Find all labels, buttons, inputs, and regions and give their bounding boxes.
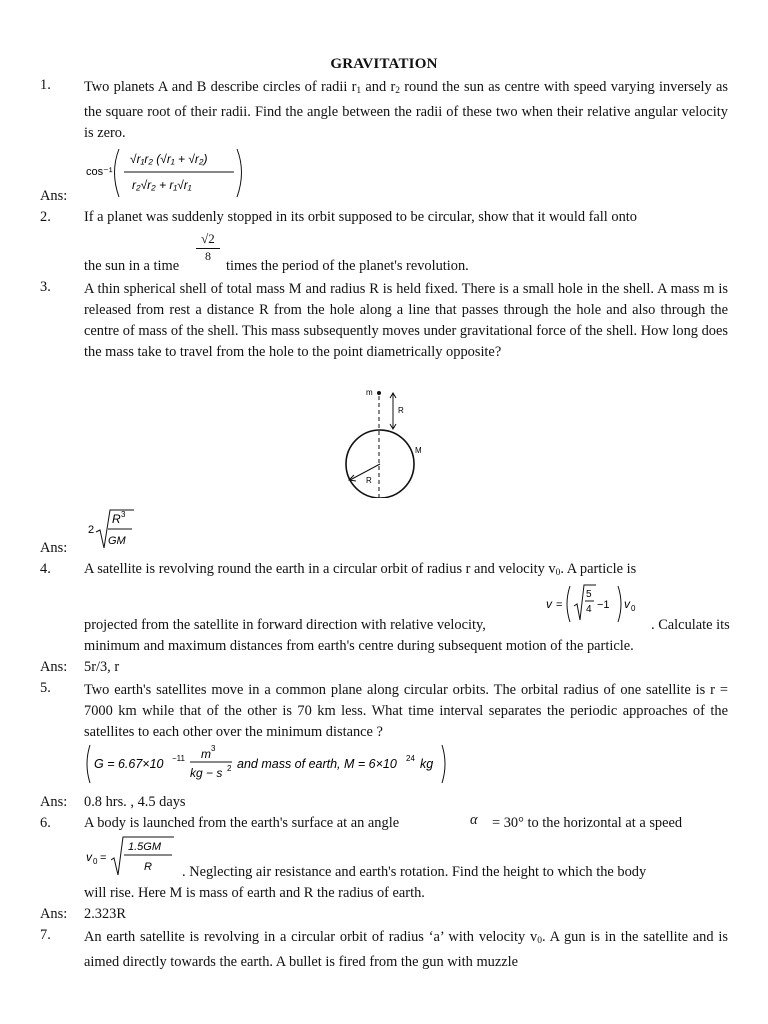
svg-text:R: R xyxy=(144,861,152,873)
q3-answer-formula xyxy=(86,508,166,552)
q7-number: 7. xyxy=(40,927,51,943)
diagram-label-R-in: R xyxy=(366,476,372,485)
q2-fraction xyxy=(196,231,220,264)
svg-text:G = 6.67×10: G = 6.67×10 xyxy=(94,757,164,771)
svg-text:3: 3 xyxy=(121,510,126,519)
svg-text:4: 4 xyxy=(586,604,592,615)
q5-constants-formula xyxy=(84,741,464,787)
svg-text:R: R xyxy=(112,512,121,526)
q2-frac-num: √2 xyxy=(196,231,220,249)
point-mass-dot xyxy=(377,391,381,395)
svg-text:GM: GM xyxy=(108,535,126,547)
q4-line3: minimum and maximum distances from earth's centre during subsequent motion of the particle. xyxy=(84,638,634,654)
q2-frac-den: 8 xyxy=(205,249,211,263)
q6-ans-label: Ans: xyxy=(40,906,68,922)
page-title: GRAVITATION xyxy=(330,56,438,72)
q5-ans-label: Ans: xyxy=(40,794,68,810)
q4-answer: 5r/3, r xyxy=(84,659,120,675)
q4-velocity-formula xyxy=(544,582,654,626)
svg-text:v: v xyxy=(86,850,92,864)
q5-answer: 0.8 hrs. , 4.5 days xyxy=(84,794,186,810)
q3-text: A thin spherical shell of total mass M and radius R is held fixed. There is a small hole in the shell. A mass m is released from rest a distance R from the hole along a line that passes through the hole and also through the centre of mass of the shell. This mass subsequently moves under gravitational force of the shell. How long does the mass take to travel from the hole to the point diametrically opposite? xyxy=(84,281,728,360)
q4-line1: A satellite is revolving round the earth in a circular orbit of radius r and velocity $v_0$. A particle is xyxy=(84,561,637,578)
svg-text:−11: −11 xyxy=(172,754,185,763)
svg-text:−1: −1 xyxy=(597,599,610,611)
q1-formula-graphic xyxy=(86,143,246,201)
svg-text:=: = xyxy=(100,852,107,864)
q6-formula-graphic xyxy=(84,834,184,878)
svg-text:3: 3 xyxy=(211,744,216,753)
q1-answer-formula xyxy=(86,143,246,199)
svg-text:and mass of earth, M = 6×10: and mass of earth, M = 6×10 xyxy=(237,757,397,771)
q1-formula-prefix: cos⁻¹ xyxy=(86,166,113,178)
q4-line2-b: . Calculate its xyxy=(651,617,730,633)
q2-line2-b: times the period of the planet's revolution. xyxy=(226,258,469,274)
q3-formula-graphic xyxy=(86,508,166,552)
svg-text:5: 5 xyxy=(586,589,592,600)
q1-text: Two planets A and B describe circles of radii $r_1$ and $r_2$ round the sun as centre with speed varying inversely as the square root of their radii. Find the angle between the radii of these two when their relative angular velocity is zero. xyxy=(84,79,728,141)
diagram-label-M: M xyxy=(415,446,422,455)
q5-formula-graphic xyxy=(84,741,464,787)
q6-answer: 2.323R xyxy=(84,906,126,922)
q4-number: 4. xyxy=(40,561,51,577)
q3-ans-label: Ans: xyxy=(40,540,68,556)
q1-ans-label: Ans: xyxy=(40,188,68,204)
svg-text:m: m xyxy=(201,747,211,761)
q7-text: An earth satellite is revolving in a circular orbit of radius ‘a’ with velocity $v_0$. A gun is in the satellite and is aimed directly towards the earth. A bullet is fired from the gun with muzzle xyxy=(84,929,728,970)
q6-line1-b: = 30° to the horizontal at a speed xyxy=(492,815,683,831)
q2-line1: If a planet was suddenly stopped in its orbit supposed to be circular, show that it would fall onto xyxy=(84,209,637,225)
svg-text:kg − s: kg − s xyxy=(190,766,223,780)
q4-line2-a: projected from the satellite in forward direction with relative velocity, xyxy=(84,617,486,633)
q5-number: 5. xyxy=(40,680,51,696)
svg-text:1.5GM: 1.5GM xyxy=(128,841,162,853)
q6-number: 6. xyxy=(40,815,51,831)
q2-number: 2. xyxy=(40,209,51,225)
svg-text:kg: kg xyxy=(420,757,434,771)
svg-text:2: 2 xyxy=(227,764,232,773)
q4-ans-label: Ans: xyxy=(40,659,68,675)
q1-number: 1. xyxy=(40,77,51,93)
alpha-symbol: α xyxy=(470,812,478,828)
q6-line1-a: A body is launched from the earth's surface at an angle xyxy=(84,815,400,831)
q6-line3: will rise. Here M is mass of earth and R the radius of earth. xyxy=(84,885,425,901)
q5-text: Two earth's satellites move in a common plane along circular orbits. The orbital radius of one satellite is r = 7000 km while that of the other is 70 km less. What time interval separates the periodic approaches of the satellites to each other over the minimum distance ? xyxy=(84,682,728,740)
radius-line xyxy=(350,464,380,480)
svg-text:=: = xyxy=(556,599,563,611)
svg-text:r₂√r₂ + r₁√r₁: r₂√r₂ + r₁√r₁ xyxy=(132,178,192,192)
q3-number: 3. xyxy=(40,279,51,295)
svg-text:√r₁r₂ (√r₁ + √r₂): √r₁r₂ (√r₁ + √r₂) xyxy=(130,152,208,166)
svg-text:0: 0 xyxy=(93,857,98,866)
q6-speed-formula xyxy=(84,834,184,878)
svg-text:24: 24 xyxy=(406,754,415,763)
diagram-label-R-top: R xyxy=(398,406,404,415)
diagram-label-m: m xyxy=(366,388,373,397)
svg-text:v: v xyxy=(624,597,630,611)
svg-text:2: 2 xyxy=(88,524,95,536)
q2-line2-a: the sun in a time xyxy=(84,258,180,274)
svg-text:0: 0 xyxy=(631,604,636,613)
svg-text:v: v xyxy=(546,597,552,611)
q4-formula-graphic xyxy=(544,582,654,626)
q6-line2: . Neglecting air resistance and earth's rotation. Find the height to which the body xyxy=(182,864,647,880)
shell-diagram xyxy=(332,380,432,498)
